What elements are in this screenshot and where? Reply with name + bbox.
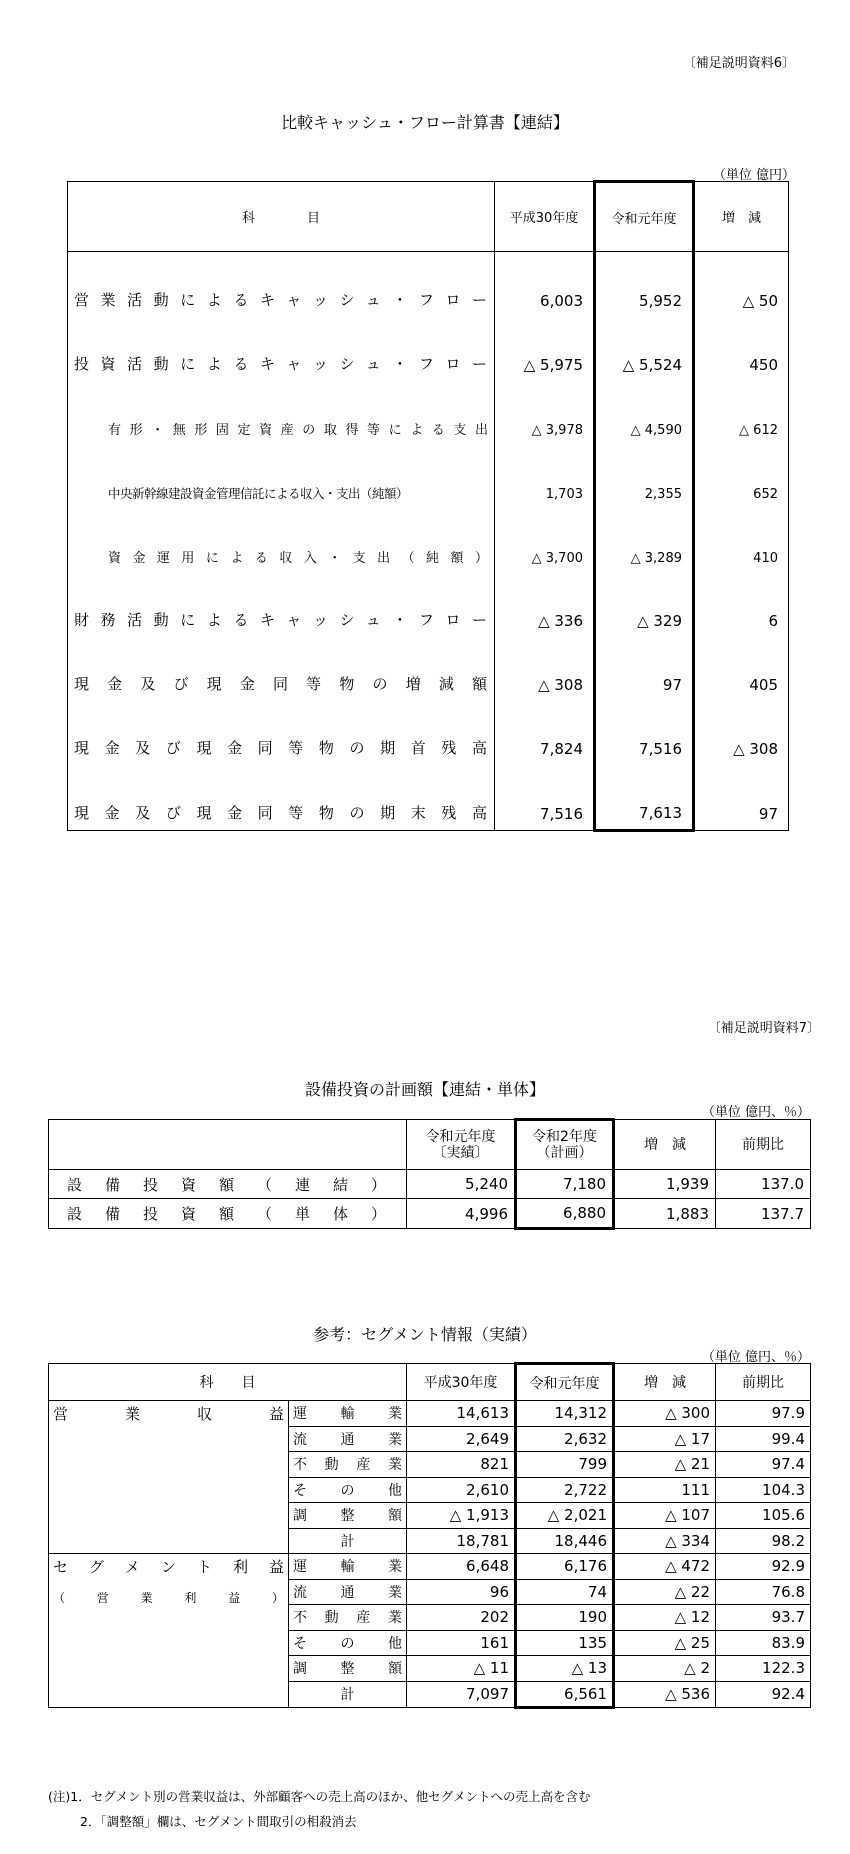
cell-prev: △ 3,978: [495, 381, 595, 445]
cell-prev: △ 336: [495, 573, 595, 637]
unit-label-1: （単位 億円）: [712, 168, 795, 183]
cell-curr: 6,176: [516, 1554, 614, 1580]
cell-curr: △ 5,524: [595, 317, 694, 381]
cell-ratio: 122.3: [716, 1656, 811, 1682]
cell-curr: 2,355: [595, 445, 694, 509]
cell-diff: 405: [694, 637, 789, 701]
cell-diff: △ 536: [614, 1681, 716, 1708]
category-revenue: 営業収益: [49, 1401, 289, 1554]
cell-curr: 74: [516, 1579, 614, 1605]
cell-prev: 5,240: [407, 1170, 516, 1199]
header-current-year: 令和元年度: [595, 182, 694, 252]
cell-diff: △ 22: [614, 1579, 716, 1605]
segment-label: 不動産業: [289, 1605, 407, 1631]
cell-diff: 6: [694, 573, 789, 637]
header-prev-year: 平成30年度: [495, 182, 595, 252]
cell-diff: △ 12: [614, 1605, 716, 1631]
segment-label: その他: [289, 1477, 407, 1503]
cell-diff: 1,883: [614, 1199, 716, 1229]
cell-prev: 7,824: [495, 701, 595, 765]
header-item: 科 目: [49, 1364, 407, 1401]
cell-diff: △ 17: [614, 1426, 716, 1452]
table-row: [68, 765, 789, 831]
header-prev-actual: 令和元年度 〔実績〕: [407, 1120, 516, 1170]
row-label: 現金及び現金同等物の期首残高: [68, 701, 495, 765]
cell-ratio: 104.3: [716, 1477, 811, 1503]
row-label: 投資活動によるキャッシュ・フロー: [68, 317, 495, 381]
cell-curr: 7,613: [595, 765, 694, 831]
cell-prev: △ 5,975: [495, 317, 595, 381]
segment-label: 運輸業: [289, 1554, 407, 1580]
row-label: 資金運用による収入・支出（純額）: [68, 509, 495, 573]
segment-label: 計: [289, 1528, 407, 1554]
cell-prev: 6,648: [407, 1554, 516, 1580]
cell-diff: △ 612: [694, 381, 789, 445]
segment-table: [48, 1362, 811, 1709]
segment-label: 計: [289, 1681, 407, 1708]
header-change: 増 減: [614, 1120, 716, 1170]
header-ratio: 前期比: [716, 1364, 811, 1401]
table-row: [49, 1554, 811, 1580]
header-blank: [49, 1120, 407, 1170]
footnote-1: (注)1．セグメント別の営業収益は、外部顧客への売上高のほか、他セグメントへの売上高を含む: [48, 1789, 591, 1804]
cell-curr: 190: [516, 1605, 614, 1631]
cell-curr: 5,952: [595, 252, 694, 318]
reference-label-7: 〔補足説明資料7〕: [707, 1021, 820, 1036]
cell-curr: △ 329: [595, 573, 694, 637]
cell-curr: △ 13: [516, 1656, 614, 1682]
cell-curr: 6,561: [516, 1681, 614, 1708]
cell-ratio: 98.2: [716, 1528, 811, 1554]
segment-label: 運輸業: [289, 1401, 407, 1427]
cell-curr: 7,516: [595, 701, 694, 765]
cell-prev: △ 308: [495, 637, 595, 701]
cell-diff: 1,939: [614, 1170, 716, 1199]
cell-diff: △ 2: [614, 1656, 716, 1682]
cell-diff: 652: [694, 445, 789, 509]
row-label: 現金及び現金同等物の増減額: [68, 637, 495, 701]
header-current-year: 令和元年度: [516, 1364, 614, 1401]
cell-ratio: 93.7: [716, 1605, 811, 1631]
cell-diff: △ 107: [614, 1503, 716, 1529]
cell-diff: 410: [694, 509, 789, 573]
cell-diff: 97: [694, 765, 789, 831]
cell-prev: 202: [407, 1605, 516, 1631]
table-row: [68, 637, 789, 701]
cell-curr: 799: [516, 1452, 614, 1478]
segment-label: 調整額: [289, 1656, 407, 1682]
header-item: 科 目: [68, 182, 495, 252]
cell-ratio: 97.4: [716, 1452, 811, 1478]
table-row: [68, 381, 789, 445]
cell-prev: △ 1,913: [407, 1503, 516, 1529]
cell-curr: △ 2,021: [516, 1503, 614, 1529]
cell-curr: 135: [516, 1630, 614, 1656]
cell-prev: 4,996: [407, 1199, 516, 1229]
table-row: [68, 317, 789, 381]
table-row: [49, 1199, 811, 1229]
row-label: 現金及び現金同等物の期末残高: [68, 765, 495, 831]
row-label: 有形・無形固定資産の取得等による支出: [68, 381, 495, 445]
row-label: 営業活動によるキャッシュ・フロー: [68, 252, 495, 318]
capex-table: [48, 1118, 811, 1230]
unit-label-3: （単位 億円、％）: [701, 1350, 810, 1365]
cell-curr: 2,722: [516, 1477, 614, 1503]
table-row: [68, 573, 789, 637]
table-header-row: [68, 182, 789, 252]
header-change: 増 減: [694, 182, 789, 252]
cell-diff: △ 472: [614, 1554, 716, 1580]
header-prev-year: 平成30年度: [407, 1364, 516, 1401]
cell-prev: 18,781: [407, 1528, 516, 1554]
row-label: 設備投資額（単体）: [49, 1199, 407, 1229]
segment-label: 流通業: [289, 1579, 407, 1605]
header-change: 増 減: [614, 1364, 716, 1401]
cell-ratio: 99.4: [716, 1426, 811, 1452]
cell-prev: 821: [407, 1452, 516, 1478]
cell-diff: 450: [694, 317, 789, 381]
cell-prev: 7,097: [407, 1681, 516, 1708]
table-row: [68, 701, 789, 765]
cell-ratio: 105.6: [716, 1503, 811, 1529]
cell-prev: 6,003: [495, 252, 595, 318]
cell-diff: △ 50: [694, 252, 789, 318]
cell-diff: △ 21: [614, 1452, 716, 1478]
header-plan: 令和2年度 （計画）: [516, 1120, 614, 1170]
cell-curr: 2,632: [516, 1426, 614, 1452]
footnote-2: 2．「調整額」欄は、セグメント間取引の相殺消去: [80, 1814, 357, 1829]
reference-label-6: 〔補足説明資料6〕: [682, 56, 795, 71]
cell-prev: △ 3,700: [495, 509, 595, 573]
cell-diff: 111: [614, 1477, 716, 1503]
row-label: 設備投資額（連結）: [49, 1170, 407, 1199]
cell-prev: 2,610: [407, 1477, 516, 1503]
cell-prev: △ 11: [407, 1656, 516, 1682]
cell-diff: △ 308: [694, 701, 789, 765]
cell-ratio: 92.4: [716, 1681, 811, 1708]
unit-label-2: （単位 億円、％）: [701, 1105, 810, 1120]
table-row: [68, 445, 789, 509]
segment-label: 不動産業: [289, 1452, 407, 1478]
table-row: [49, 1170, 811, 1199]
cell-prev: 7,516: [495, 765, 595, 831]
cell-ratio: 137.0: [716, 1170, 811, 1199]
cashflow-table: [67, 180, 789, 832]
cell-curr: 18,446: [516, 1528, 614, 1554]
cell-prev: 1,703: [495, 445, 595, 509]
row-label: 中央新幹線建設資金管理信託による収入・支出（純額）: [68, 445, 495, 509]
cell-curr: 14,312: [516, 1401, 614, 1427]
cell-diff: △ 334: [614, 1528, 716, 1554]
cell-plan: 7,180: [516, 1170, 614, 1199]
cell-curr: 97: [595, 637, 694, 701]
cell-ratio: 137.7: [716, 1199, 811, 1229]
header-ratio: 前期比: [716, 1120, 811, 1170]
page-title-capex: 設備投資の計画額【連結・単体】: [304, 1080, 545, 1099]
table-header-row: [49, 1120, 811, 1170]
cell-ratio: 97.9: [716, 1401, 811, 1427]
cell-plan: 6,880: [516, 1199, 614, 1229]
page-title-cashflow: 比較キャッシュ・フロー計算書【連結】: [281, 113, 569, 132]
segment-label: 調整額: [289, 1503, 407, 1529]
cell-diff: △ 300: [614, 1401, 716, 1427]
table-row: [68, 252, 789, 318]
table-header-row: [49, 1364, 811, 1401]
cell-ratio: 92.9: [716, 1554, 811, 1580]
cell-prev: 2,649: [407, 1426, 516, 1452]
cell-ratio: 83.9: [716, 1630, 811, 1656]
category-segment-profit: セグメント利益 （営業利益）: [49, 1554, 289, 1708]
page-title-segment: 参考：セグメント情報（実績）: [313, 1325, 537, 1344]
cell-diff: △ 25: [614, 1630, 716, 1656]
cell-curr: △ 4,590: [595, 381, 694, 445]
cell-prev: 14,613: [407, 1401, 516, 1427]
segment-label: 流通業: [289, 1426, 407, 1452]
table-row: [49, 1401, 811, 1427]
cell-prev: 96: [407, 1579, 516, 1605]
cell-prev: 161: [407, 1630, 516, 1656]
row-label: 財務活動によるキャッシュ・フロー: [68, 573, 495, 637]
table-row: [68, 509, 789, 573]
segment-label: その他: [289, 1630, 407, 1656]
cell-ratio: 76.8: [716, 1579, 811, 1605]
cell-curr: △ 3,289: [595, 509, 694, 573]
